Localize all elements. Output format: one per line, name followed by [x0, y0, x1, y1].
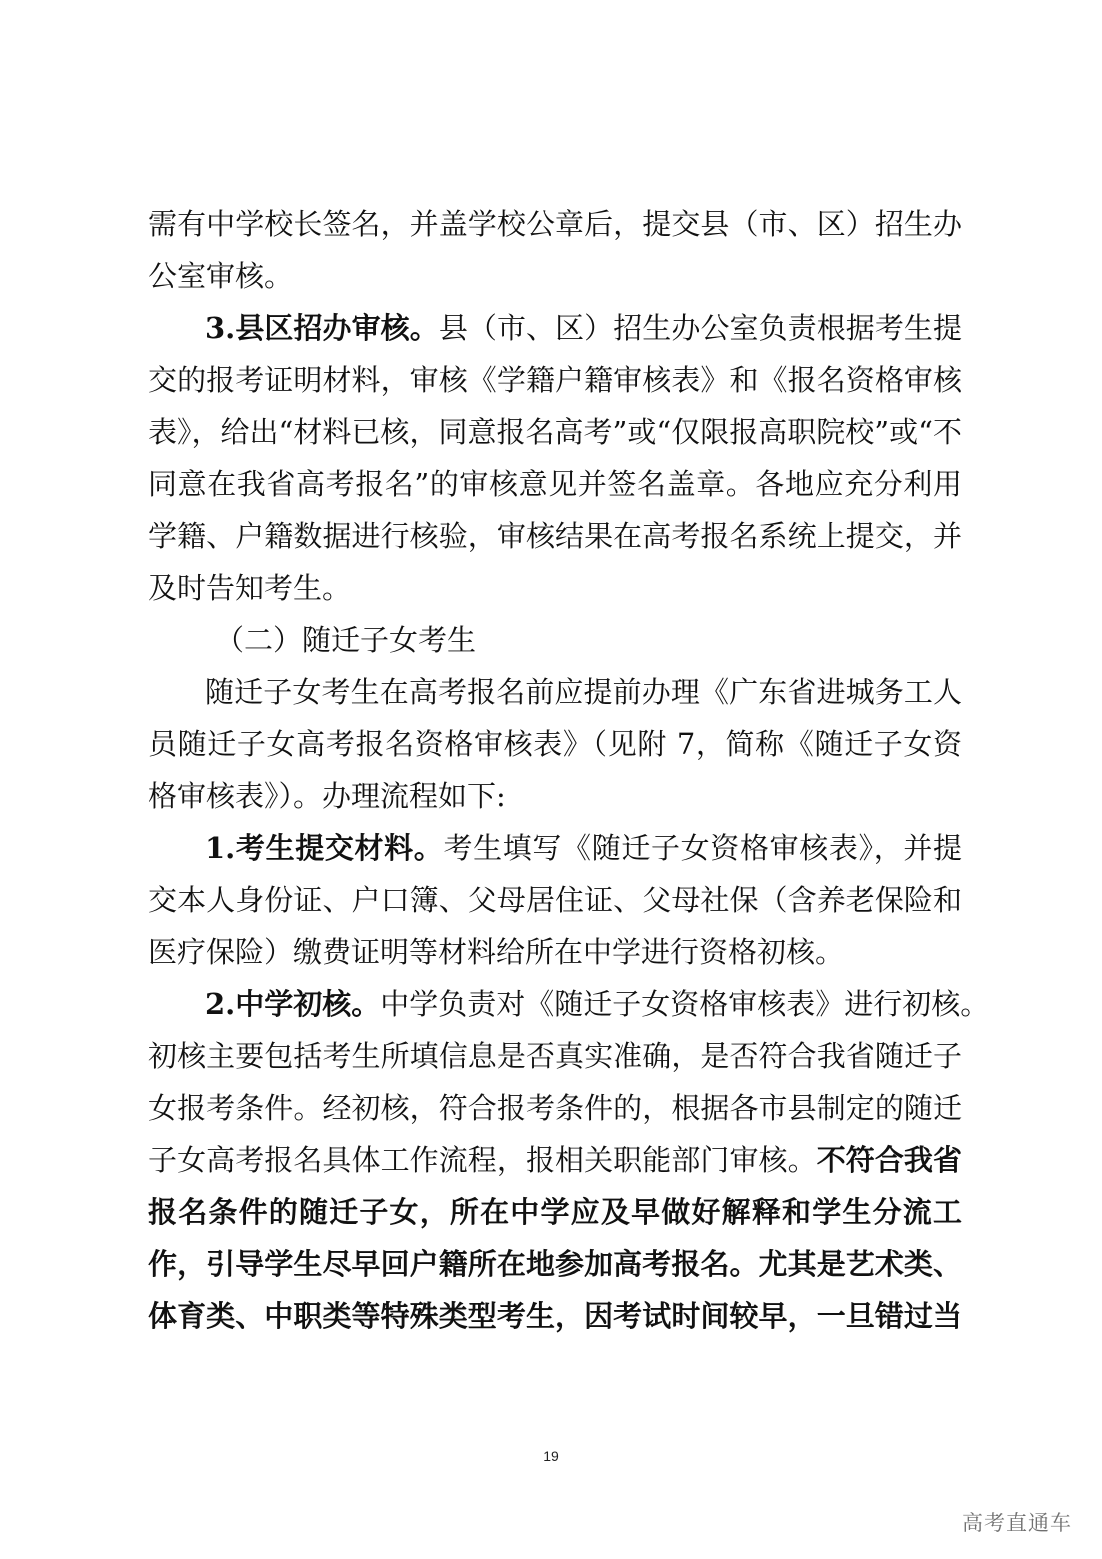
text-line [0, 354, 1102, 406]
text-line-content [148, 1082, 962, 1134]
bold-text-segment: 作，引导学生尽早回户籍所在地参加高考报名。尤其是艺术类、 [148, 1247, 962, 1281]
text-segment: 同意在我省高考报名”的审核意见并签名盖章。各地应充分利用 [148, 467, 962, 501]
text-segment: 学籍、户籍数据进行核验，审核结果在高考报名系统上提交，并 [148, 519, 962, 553]
text-segment: 表》，给出“材料已核，同意报名高考”或“仅限报高职院校”或“不 [148, 415, 962, 449]
text-segment: 子女高考报名具体工作流程，报相关职能部门审核。 [148, 1143, 817, 1177]
text-segment: 考生填写《随迁子女资格审核表》，并提 [443, 831, 962, 865]
text-segment: 员随迁子女高考报名资格审核表》（见附 7，简称《随迁子女资 [148, 727, 962, 761]
text-line [0, 510, 1102, 562]
text-line [0, 666, 1102, 718]
text-line-content [148, 1134, 962, 1186]
text-line [0, 1030, 1102, 1082]
text-segment: 女报考条件。经初核，符合报考条件的，根据各市县制定的随迁 [148, 1091, 962, 1125]
text-line-content [205, 666, 962, 718]
text-line-content [215, 614, 515, 666]
text-line [0, 822, 1102, 874]
bold-text-segment: 体育类、中职类等特殊类型考生，因考试时间较早，一旦错过当 [148, 1299, 962, 1333]
text-line-content [148, 1186, 962, 1238]
text-line-content [205, 302, 962, 354]
text-segment: 县（市、区）招生办公室负责根据考生提 [438, 311, 962, 345]
text-segment: 医疗保险）缴费证明等材料给所在中学进行资格初核。 [148, 935, 845, 969]
text-line-content [148, 198, 962, 250]
text-line [0, 198, 1102, 250]
text-segment: 交的报考证明材料，审核《学籍户籍审核表》和《报名资格审核 [148, 363, 962, 397]
text-line [0, 1134, 1102, 1186]
text-line [0, 458, 1102, 510]
watermark: 高考直通车 [962, 1511, 1072, 1535]
text-segment: 随迁子女考生在高考报名前应提前办理《广东省进城务工人 [205, 675, 962, 709]
text-line-content [148, 874, 962, 926]
text-line-content [148, 926, 868, 978]
text-line-content [148, 406, 962, 458]
text-line [0, 614, 1102, 666]
text-line-content [148, 250, 308, 302]
text-line [0, 978, 1102, 1030]
text-line-content [205, 822, 962, 874]
text-line [0, 874, 1102, 926]
text-line [0, 562, 1102, 614]
text-line-content [148, 510, 962, 562]
text-line [0, 250, 1102, 302]
text-line-content [148, 354, 962, 406]
bold-text-segment: 报名条件的随迁子女，所在中学应及早做好解释和学生分流工 [148, 1195, 962, 1229]
text-line-content [205, 978, 990, 1030]
bold-text-segment: 1.考生提交材料。 [205, 831, 444, 865]
text-segment: （二）随迁子女考生 [215, 623, 477, 657]
text-line-content [148, 562, 368, 614]
text-line [0, 302, 1102, 354]
bold-text-segment: 2.中学初核。 [205, 987, 381, 1021]
text-line [0, 1082, 1102, 1134]
text-segment: 需有中学校长签名，并盖学校公章后，提交县（市、区）招生办 [148, 207, 962, 241]
text-line-content [148, 1238, 962, 1290]
text-line-content [148, 770, 568, 822]
text-segment: 交本人身份证、户口簿、父母居住证、父母社保（含养老保险和 [148, 883, 962, 917]
text-line-content [148, 1030, 962, 1082]
text-line-content [148, 1290, 962, 1342]
text-line-content [148, 718, 962, 770]
text-segment: 初核主要包括考生所填信息是否真实准确，是否符合我省随迁子 [148, 1039, 962, 1073]
text-segment: 公室审核。 [148, 259, 294, 293]
text-line [0, 1186, 1102, 1238]
text-line [0, 770, 1102, 822]
text-line [0, 406, 1102, 458]
text-line [0, 1238, 1102, 1290]
bold-text-segment: 3.县区招办审核。 [205, 311, 439, 345]
bold-text-segment: 不符合我省 [816, 1143, 962, 1177]
text-line-content [148, 458, 962, 510]
text-segment: 及时告知考生。 [148, 571, 352, 605]
text-segment: 格审核表》）。办理流程如下: [148, 779, 506, 813]
text-line [0, 926, 1102, 978]
text-line [0, 718, 1102, 770]
page-number: 19 [543, 1448, 559, 1464]
text-segment: 中学负责对《随迁子女资格审核表》进行初核。 [380, 987, 990, 1021]
text-line [0, 1290, 1102, 1342]
